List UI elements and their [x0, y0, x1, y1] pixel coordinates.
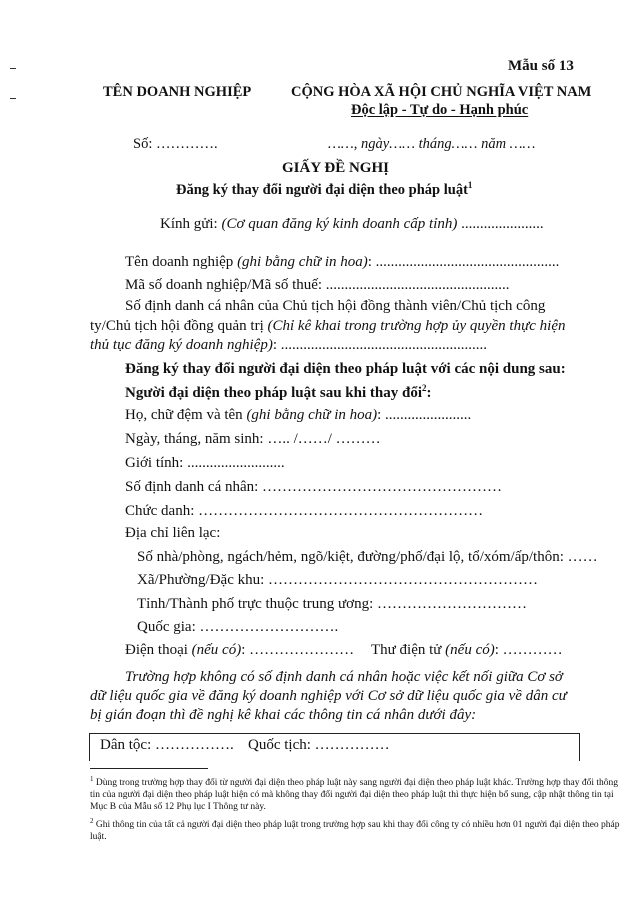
document-number: Số: ………….: [133, 136, 218, 152]
fullname-field: Họ, chữ đệm và tên (ghi bằng chữ in hoa): .......................: [125, 407, 472, 423]
company-name-field: Tên doanh nghiệp (ghi bằng chữ in hoa): .................................................: [125, 254, 560, 270]
phone-field: Điện thoại (nếu có): …………………: [125, 642, 355, 658]
chair-id-line2: ty/Chủ tịch hội đồng quản trị (Chỉ kê khai trong trường hợp ủy quyền thực hiện: [90, 318, 566, 334]
country-field: Quốc gia: ……………………….: [137, 619, 339, 635]
footnote-2: $^2$ Ghi thông tin của tất cả người đại diện theo pháp luật trong trường hợp sau khi thay đổi công ty có nhiều hơn 01 người đại diện theo pháp luật.: [90, 817, 620, 843]
personal-id-field: Số định danh cá nhân: …………………………………………: [125, 479, 503, 495]
email-field: Thư điện tử (nếu có): …………: [371, 642, 563, 658]
province-field: Tỉnh/Thành phố trực thuộc trung ương: …………………………: [137, 596, 527, 612]
doc-title: GIẤY ĐỀ NGHỊ: [282, 160, 389, 176]
scan-mark: [10, 98, 16, 99]
chair-id-line1: Số định danh cá nhân của Chủ tịch hội đồng thành viên/Chủ tịch công: [125, 298, 546, 314]
position-field: Chức danh: …………………………………………………: [125, 503, 484, 519]
dob-field: Ngày, tháng, năm sinh: ….. /……/ ………: [125, 431, 381, 447]
street-field: Số nhà/phòng, ngách/hẻm, ngõ/kiệt, đường/phố/đại lộ, tổ/xóm/ấp/thôn: ……: [137, 549, 598, 565]
motto: Độc lập - Tự do - Hạnh phúc: [351, 102, 529, 118]
gender-field: Giới tính: ..........................: [125, 455, 285, 471]
section-heading: Đăng ký thay đổi người đại diện theo pháp luật với các nội dung sau:: [125, 361, 566, 377]
doc-subtitle: Đăng ký thay đổi người đại diện theo pháp luật$^1$: [176, 180, 473, 198]
date-line: ……, ngày…… tháng…… năm ……: [328, 136, 536, 152]
ward-field: Xã/Phường/Đặc khu: ………………………………………………: [137, 572, 539, 588]
footnote-separator: [90, 768, 208, 769]
contact-address-label: Địa chỉ liên lạc:: [125, 525, 221, 541]
rep-heading: Người đại diện theo pháp luật sau khi thay đổi$^2$:: [125, 383, 432, 401]
company-header: TÊN DOANH NGHIỆP: [103, 84, 252, 100]
addressee: Kính gửi: (Cơ quan đăng ký kinh doanh cấp tỉnh) ......................: [160, 216, 544, 232]
tax-code-field: Mã số doanh nghiệp/Mã số thuế: .................................................: [125, 277, 510, 293]
note-line: dữ liệu quốc gia về đăng ký doanh nghiệp với Cơ sở dữ liệu quốc gia về dân cư: [90, 688, 567, 704]
note-line: bị gián đoạn thì đề nghị kê khai các thông tin cá nhân dưới đây:: [90, 707, 477, 723]
nation-header: CỘNG HÒA XÃ HỘI CHỦ NGHĨA VIỆT NAM: [291, 84, 592, 100]
chair-id-line3: thủ tục đăng ký doanh nghiệp): .......................................................: [90, 337, 488, 353]
note-line: Trường hợp không có số định danh cá nhân hoặc việc kết nối giữa Cơ sở: [125, 669, 563, 685]
form-number: Mẫu số 13: [508, 58, 574, 74]
nationality-field: Quốc tịch: ……………: [248, 737, 390, 753]
ethnicity-field: Dân tộc: …………….: [100, 737, 234, 753]
scan-mark: [10, 68, 16, 69]
footnote-1: $^1$ Dùng trong trường hợp thay đổi từ người đại diện theo pháp luật này sang người đại diện theo pháp luật khác. Trường hợp thay đổi thông tin của người đại diện theo pháp luật hiện có mà không thay đổi người đại diện theo pháp luật thì thực hiện bổ sung, cập nhật thông tin tại Mục B của Mẫu số 12 Phụ lục I Thông tư này.: [90, 775, 618, 813]
